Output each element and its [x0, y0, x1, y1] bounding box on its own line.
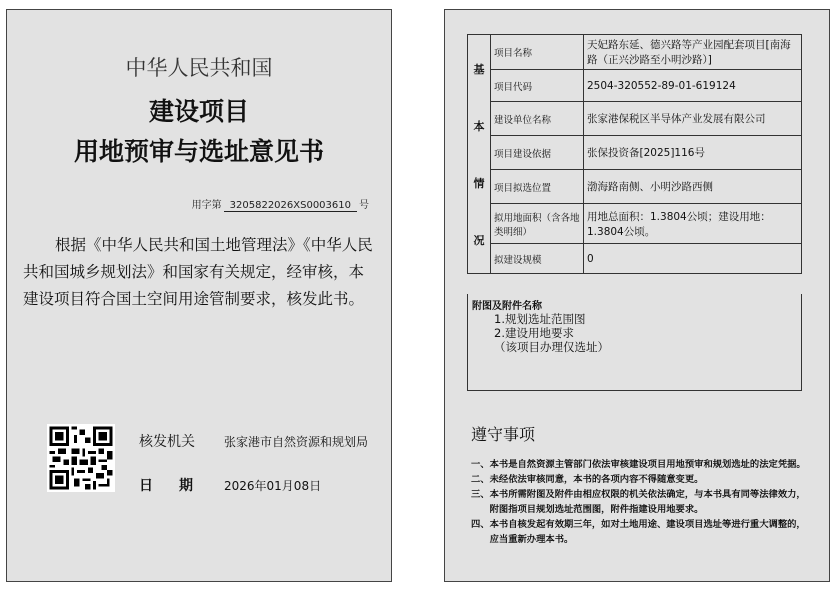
date-label: 日期 [139, 478, 219, 494]
basic-info-side-label [468, 35, 491, 274]
side-char: 情 [473, 176, 485, 190]
note-item [471, 457, 806, 472]
certificate-front-page [6, 9, 392, 582]
table-row [468, 102, 802, 136]
note-text: 未经依法审核同意，本书的各项内容不得随意变更。 [489, 474, 704, 485]
table-row [468, 204, 802, 244]
docno-suffix: 号 [359, 200, 369, 211]
row-label: 项目拟选位置 [491, 170, 584, 204]
row-label: 项目建设依据 [491, 136, 584, 170]
row-label: 项目名称 [491, 35, 584, 70]
notes-list [471, 457, 806, 547]
row-value: 渤海路南侧、小明沙路西侧 [584, 170, 802, 204]
row-label: 拟建设规模 [491, 244, 584, 274]
table-row [468, 170, 802, 204]
table-row [468, 244, 802, 274]
note-text: 本书所需附图及附件由相应权限的机关依法确定，与本书具有同等法律效力，附图指项目规划选址范围图，附件指建设用地要求。 [489, 489, 806, 515]
table-row [468, 136, 802, 170]
row-label: 项目代码 [491, 70, 584, 102]
title-line-1: 建设项目 [148, 97, 249, 126]
country-name: 中华人民共和国 [125, 56, 273, 80]
row-value: 2504-320552-89-01-619124 [584, 70, 802, 102]
attachment-item: （该项目办理仅选址） [494, 340, 609, 354]
note-text: 本书自核发起有效期三年，如对土地用途、建设项目选址等进行重大调整的，应当重新办理本书。 [489, 519, 806, 545]
approval-statement: 根据《中华人民共和国土地管理法》《中华人民共和国城乡规划法》和国家有关规定，经审核，本建设项目符合国土空间用途管制要求，核发此书。 [23, 236, 373, 308]
attachment-item: 2.建设用地要求 [494, 326, 574, 340]
row-value: 张家港保税区半导体产业发展有限公司 [584, 102, 802, 136]
note-item [471, 517, 806, 547]
note-number: 四、 [471, 519, 490, 530]
issuer-value: 张家港市自然资源和规划局 [224, 435, 369, 449]
note-item [471, 487, 806, 517]
note-item [471, 472, 806, 487]
row-value: 张保投资备[2025]116号 [584, 136, 802, 170]
note-text: 本书是自然资源主管部门依法审核建设项目用地预审和规划选址的法定凭据。 [489, 459, 806, 470]
row-value: 0 [584, 244, 802, 274]
row-value: 用地总面积：1.3804公顷；建设用地：1.3804公顷。 [584, 204, 802, 244]
side-char: 本 [473, 119, 485, 133]
row-value: 天妃路东延、德兴路等产业园配套项目[南海路（正兴沙路至小明沙路）] [584, 35, 802, 70]
notes-title: 遵守事项 [471, 425, 536, 444]
table-row [468, 70, 802, 102]
title-line-2: 用地预审与选址意见书 [73, 137, 324, 166]
issuer-label: 核发机关 [139, 434, 195, 450]
attachments-title: 附图及附件名称 [472, 301, 542, 312]
side-char: 基 [473, 62, 485, 76]
basic-info-table [467, 34, 802, 274]
document-number [192, 196, 369, 212]
note-number: 三、 [471, 489, 490, 500]
table-row [468, 35, 802, 70]
certificate-back-page [444, 9, 830, 582]
date-value: 2026年01月08日 [224, 479, 322, 493]
attachments-box [467, 294, 802, 391]
side-char: 况 [473, 233, 485, 247]
row-label: 拟用地面积（含各地类明细） [491, 204, 584, 244]
note-number: 一、 [471, 459, 490, 470]
note-number: 二、 [471, 474, 490, 485]
qr-code-icon [47, 424, 115, 492]
docno-prefix: 用字第 [191, 200, 222, 211]
attachment-item: 1.规划选址范围图 [494, 312, 586, 326]
row-label: 建设单位名称 [491, 102, 584, 136]
docno-value: 3205822026XS0003610 [224, 200, 357, 212]
